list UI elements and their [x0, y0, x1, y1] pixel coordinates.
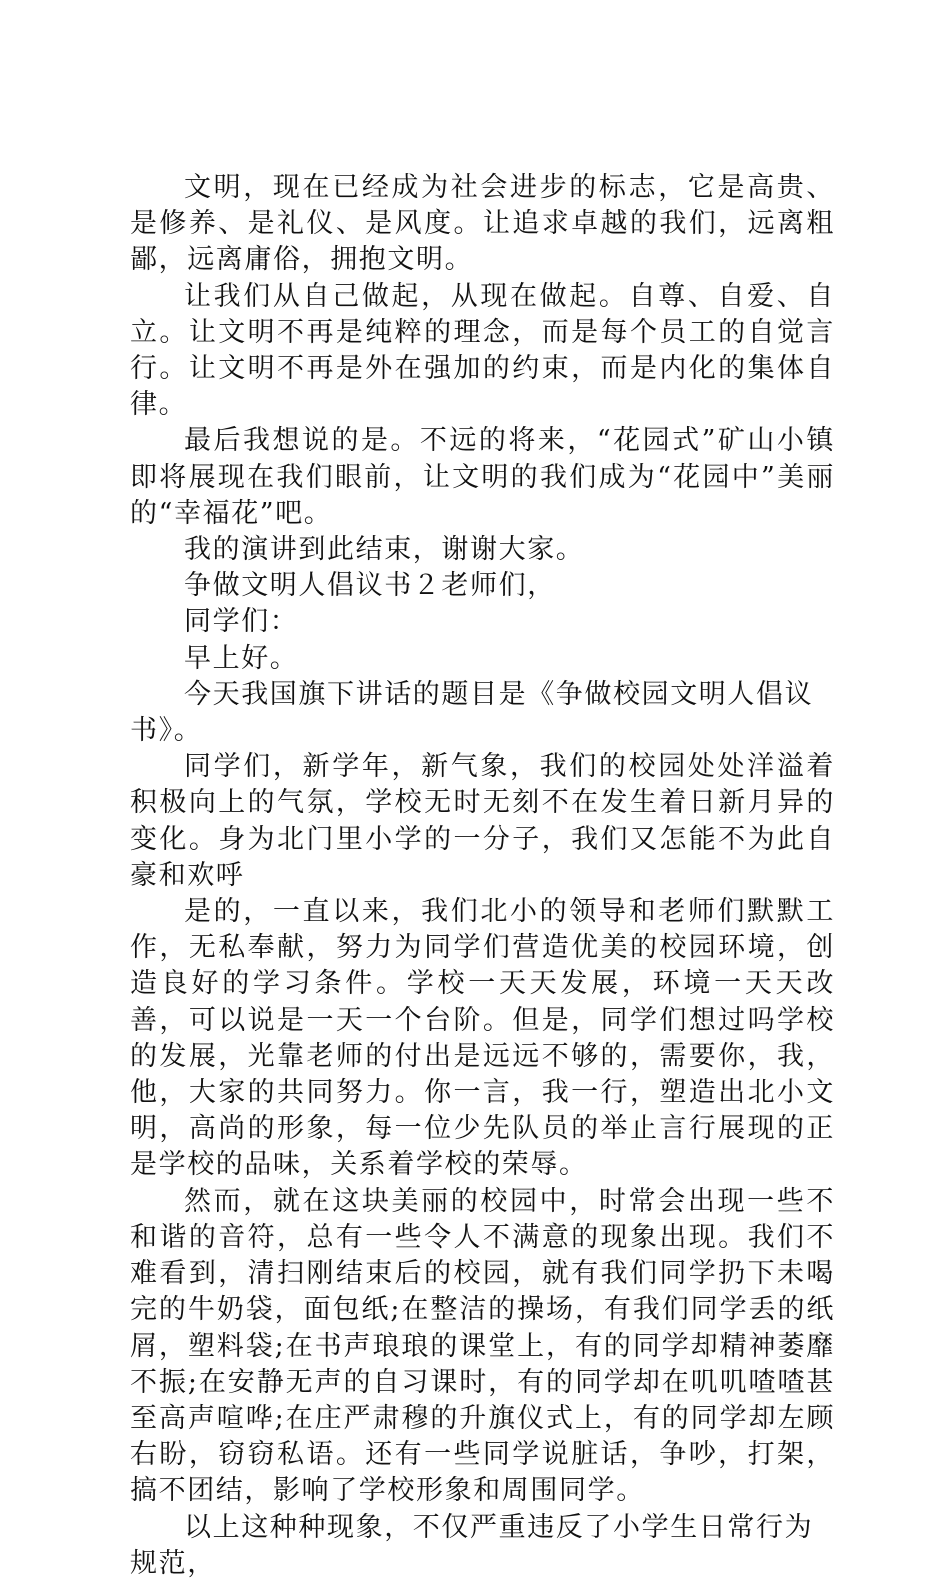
paragraph-good-morning: 早上好。: [184, 642, 299, 674]
paragraph-start-from-self: 让我们从自己做起，从现在做起。自尊、自爱、自立。让文明不再是纯粹的理念，而是每个员工的自觉言行。让文明不再是外在强加的约束，而是内化的集体自律。: [130, 280, 835, 421]
paragraph-garden-town: 最后我想说的是。不远的将来，“花园式”矿山小镇即将展现在我们眼前，让文明的我们成为“花园中”美丽的“幸福花”吧。: [130, 425, 835, 529]
paragraph-violations: 以上这种种现象，不仅严重违反了小学生日常行为规范，: [130, 1511, 814, 1579]
paragraph-civilization-sign: 文明，现在已经成为社会进步的标志，它是高贵、是修养、是礼仪、是风度。让追求卓越的我们，远离粗鄙，远离庸俗，拥抱文明。: [130, 172, 835, 276]
paragraph-bad-behaviors: 然而，就在这块美丽的校园中，时常会出现一些不和谐的音符，总有一些令人不满意的现象出现。我们不难看到，清扫刚结束后的校园，就有我们同学扔下未喝完的牛奶袋，面包纸;在整洁的操场，有我们同学丢的纸屑，塑料袋;在书声琅琅的课堂上，有的同学却精神萎靡不振;在安静无声的自习课时，有的同学却在叽叽喳喳甚至高声喧哗;在庄严肃穆的升旗仪式上，有的同学却左顾右盼，窃窃私语。还有一些同学说脏话，争吵，打架，搞不团结，影响了学校形象和周围同学。: [130, 1185, 835, 1507]
paragraph-speech-end: 我的演讲到此结束，谢谢大家。: [184, 534, 585, 566]
paragraph-teachers-dedication: 是的，一直以来，我们北小的领导和老师们默默工作，无私奉献，努力为同学们营造优美的校园环境，创造良好的学习条件。学校一天天发展，环境一天天改善，可以说是一天一个台阶。但是，同学们想过吗学校的发展，光靠老师的付出是远远不够的，需要你，我，他，大家的共同努力。你一言，我一行，塑造出北小文明，高尚的形象，每一位少先队员的举止言行展现的正是学校的品味，关系着学校的荣辱。: [130, 896, 835, 1181]
paragraph-new-semester: 同学们，新学年，新气象，我们的校园处处洋溢着积极向上的气氛，学校无时无刻不在发生着日新月异的变化。身为北门里小学的一分子，我们又怎能不为此自豪和欢呼: [130, 751, 835, 891]
paragraph-speech-topic: 今天我国旗下讲话的题目是《争做校园文明人倡议书》。: [130, 678, 814, 747]
paragraph-greeting-students: 同学们：: [184, 606, 299, 638]
paragraph-proposal-title: 争做文明人倡议书２老师们，: [184, 570, 556, 602]
document-body: [130, 170, 835, 1582]
